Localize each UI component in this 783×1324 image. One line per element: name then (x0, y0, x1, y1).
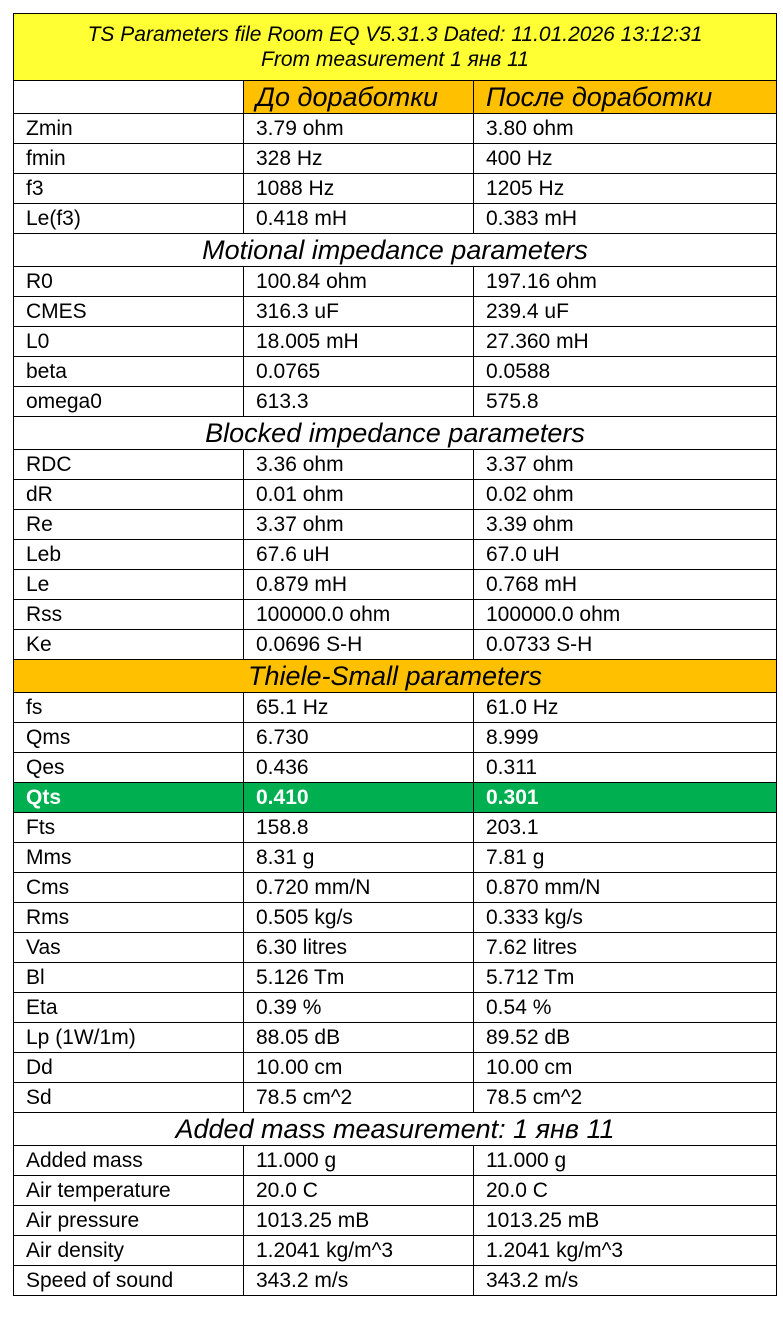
value-before: 0.418 mH (244, 204, 474, 234)
parameter-name: dR (14, 480, 244, 510)
parameter-name: CMES (14, 297, 244, 327)
parameter-name: Mms (14, 843, 244, 873)
value-before: 10.00 cm (244, 1053, 474, 1083)
table-row (14, 204, 777, 234)
parameter-name: fmin (14, 144, 244, 174)
parameter-name: Sd (14, 1083, 244, 1113)
parameter-name: Qms (14, 723, 244, 753)
table-row (14, 753, 777, 783)
value-before: 20.0 C (244, 1176, 474, 1206)
value-before: 3.79 ohm (244, 114, 474, 144)
value-before: 100.84 ohm (244, 267, 474, 297)
value-after: 8.999 (474, 723, 777, 753)
table-row (14, 1053, 777, 1083)
table-row (14, 1176, 777, 1206)
table-row (14, 630, 777, 660)
value-after: 203.1 (474, 813, 777, 843)
parameter-name: RDC (14, 450, 244, 480)
value-after: 0.333 kg/s (474, 903, 777, 933)
value-before: 0.505 kg/s (244, 903, 474, 933)
value-after: 0.768 mH (474, 570, 777, 600)
table-row (14, 1146, 777, 1176)
parameter-name: Vas (14, 933, 244, 963)
table-row (14, 144, 777, 174)
header-line-1: TS Parameters file Room EQ V5.31.3 Dated: 11.01.2026 13:12:31 (87, 23, 703, 46)
value-after: 0.870 mm/N (474, 873, 777, 903)
table-row (14, 843, 777, 873)
parameter-name: Eta (14, 993, 244, 1023)
value-after: 67.0 uH (474, 540, 777, 570)
parameter-name: Speed of sound (14, 1266, 244, 1296)
table-row (14, 933, 777, 963)
parameter-name: beta (14, 357, 244, 387)
value-before: 6.730 (244, 723, 474, 753)
table-row (14, 450, 777, 480)
section-header-row (14, 234, 777, 267)
parameter-name: Le (14, 570, 244, 600)
table-row (14, 813, 777, 843)
value-after: 89.52 dB (474, 1023, 777, 1053)
value-before: 11.000 g (244, 1146, 474, 1176)
table-row (14, 1206, 777, 1236)
value-before: 158.8 (244, 813, 474, 843)
table-row (14, 1023, 777, 1053)
section-title: Added mass measurement: 1 янв 11 (14, 1113, 777, 1146)
parameter-name: Air temperature (14, 1176, 244, 1206)
value-after: 0.383 mH (474, 204, 777, 234)
value-after: 3.39 ohm (474, 510, 777, 540)
table-row (14, 267, 777, 297)
parameter-name: L0 (14, 327, 244, 357)
value-before: 0.0765 (244, 357, 474, 387)
parameter-name: Ke (14, 630, 244, 660)
parameter-name: Air pressure (14, 1206, 244, 1236)
parameter-name: fs (14, 693, 244, 723)
parameter-name: Lp (1W/1m) (14, 1023, 244, 1053)
value-after: 400 Hz (474, 144, 777, 174)
title-row (14, 14, 777, 81)
value-after: 0.301 (474, 783, 777, 813)
parameter-name: Qes (14, 753, 244, 783)
parameter-name: R0 (14, 267, 244, 297)
parameter-name: Leb (14, 540, 244, 570)
parameter-name: Rms (14, 903, 244, 933)
value-before: 67.6 uH (244, 540, 474, 570)
parameter-name: Fts (14, 813, 244, 843)
value-before: 0.436 (244, 753, 474, 783)
value-after: 5.712 Tm (474, 963, 777, 993)
value-before: 328 Hz (244, 144, 474, 174)
document-header (14, 14, 777, 81)
value-before: 65.1 Hz (244, 693, 474, 723)
table-row (14, 540, 777, 570)
value-after: 100000.0 ohm (474, 600, 777, 630)
value-after: 78.5 cm^2 (474, 1083, 777, 1113)
header-line-2: From measurement 1 янв 11 (261, 48, 529, 71)
value-after: 27.360 mH (474, 327, 777, 357)
section-title: Thiele-Small parameters (14, 660, 777, 693)
value-after: 1205 Hz (474, 174, 777, 204)
parameter-name: Qts (14, 783, 244, 813)
value-before: 8.31 g (244, 843, 474, 873)
table-row (14, 963, 777, 993)
parameter-name: f3 (14, 174, 244, 204)
table-row (14, 783, 777, 813)
table-row (14, 480, 777, 510)
section-header-row (14, 1113, 777, 1146)
value-after: 20.0 C (474, 1176, 777, 1206)
parameter-name: Cms (14, 873, 244, 903)
value-after: 3.37 ohm (474, 450, 777, 480)
parameter-name: Bl (14, 963, 244, 993)
value-before: 1013.25 mB (244, 1206, 474, 1236)
value-after: 0.02 ohm (474, 480, 777, 510)
table-row (14, 510, 777, 540)
value-before: 3.37 ohm (244, 510, 474, 540)
value-after: 10.00 cm (474, 1053, 777, 1083)
value-before: 5.126 Tm (244, 963, 474, 993)
section-title: Blocked impedance parameters (14, 417, 777, 450)
column-header-row (14, 81, 777, 114)
section-header-row (14, 417, 777, 450)
parameter-name: Le(f3) (14, 204, 244, 234)
value-after: 61.0 Hz (474, 693, 777, 723)
value-after: 0.311 (474, 753, 777, 783)
value-before: 0.0696 S-H (244, 630, 474, 660)
value-before: 343.2 m/s (244, 1266, 474, 1296)
table-row (14, 387, 777, 417)
section-title: Motional impedance parameters (14, 234, 777, 267)
table-row (14, 357, 777, 387)
value-after: 575.8 (474, 387, 777, 417)
table-row (14, 297, 777, 327)
value-before: 78.5 cm^2 (244, 1083, 474, 1113)
value-after: 1013.25 mB (474, 1206, 777, 1236)
value-before: 1088 Hz (244, 174, 474, 204)
parameter-name: Re (14, 510, 244, 540)
table-row (14, 174, 777, 204)
value-after: 239.4 uF (474, 297, 777, 327)
column-header-after: После доработки (474, 81, 777, 114)
parameter-name: Dd (14, 1053, 244, 1083)
parameter-name: Added mass (14, 1146, 244, 1176)
table-row (14, 600, 777, 630)
parameter-name: omega0 (14, 387, 244, 417)
value-after: 7.81 g (474, 843, 777, 873)
value-after: 1.2041 kg/m^3 (474, 1236, 777, 1266)
value-before: 1.2041 kg/m^3 (244, 1236, 474, 1266)
value-before: 316.3 uF (244, 297, 474, 327)
value-before: 88.05 dB (244, 1023, 474, 1053)
table-row (14, 1266, 777, 1296)
value-after: 0.54 % (474, 993, 777, 1023)
table-row (14, 693, 777, 723)
table-row (14, 873, 777, 903)
table-row (14, 723, 777, 753)
value-before: 100000.0 ohm (244, 600, 474, 630)
section-header-row (14, 660, 777, 693)
value-before: 0.410 (244, 783, 474, 813)
value-before: 613.3 (244, 387, 474, 417)
value-after: 0.0588 (474, 357, 777, 387)
value-after: 7.62 litres (474, 933, 777, 963)
value-after: 0.0733 S-H (474, 630, 777, 660)
value-before: 0.01 ohm (244, 480, 474, 510)
parameter-name: Rss (14, 600, 244, 630)
table-row (14, 327, 777, 357)
value-after: 11.000 g (474, 1146, 777, 1176)
column-header-blank (14, 81, 244, 114)
parameter-name: Zmin (14, 114, 244, 144)
value-after: 3.80 ohm (474, 114, 777, 144)
table-row (14, 570, 777, 600)
value-before: 6.30 litres (244, 933, 474, 963)
column-header-before: До доработки (244, 81, 474, 114)
table-row (14, 1083, 777, 1113)
table-row (14, 903, 777, 933)
parameter-name: Air density (14, 1236, 244, 1266)
value-before: 0.720 mm/N (244, 873, 474, 903)
value-after: 343.2 m/s (474, 1266, 777, 1296)
value-before: 3.36 ohm (244, 450, 474, 480)
table-row (14, 1236, 777, 1266)
table-row (14, 114, 777, 144)
value-before: 0.39 % (244, 993, 474, 1023)
table-row (14, 993, 777, 1023)
value-before: 18.005 mH (244, 327, 474, 357)
value-before: 0.879 mH (244, 570, 474, 600)
ts-parameters-table (13, 13, 777, 1296)
value-after: 197.16 ohm (474, 267, 777, 297)
